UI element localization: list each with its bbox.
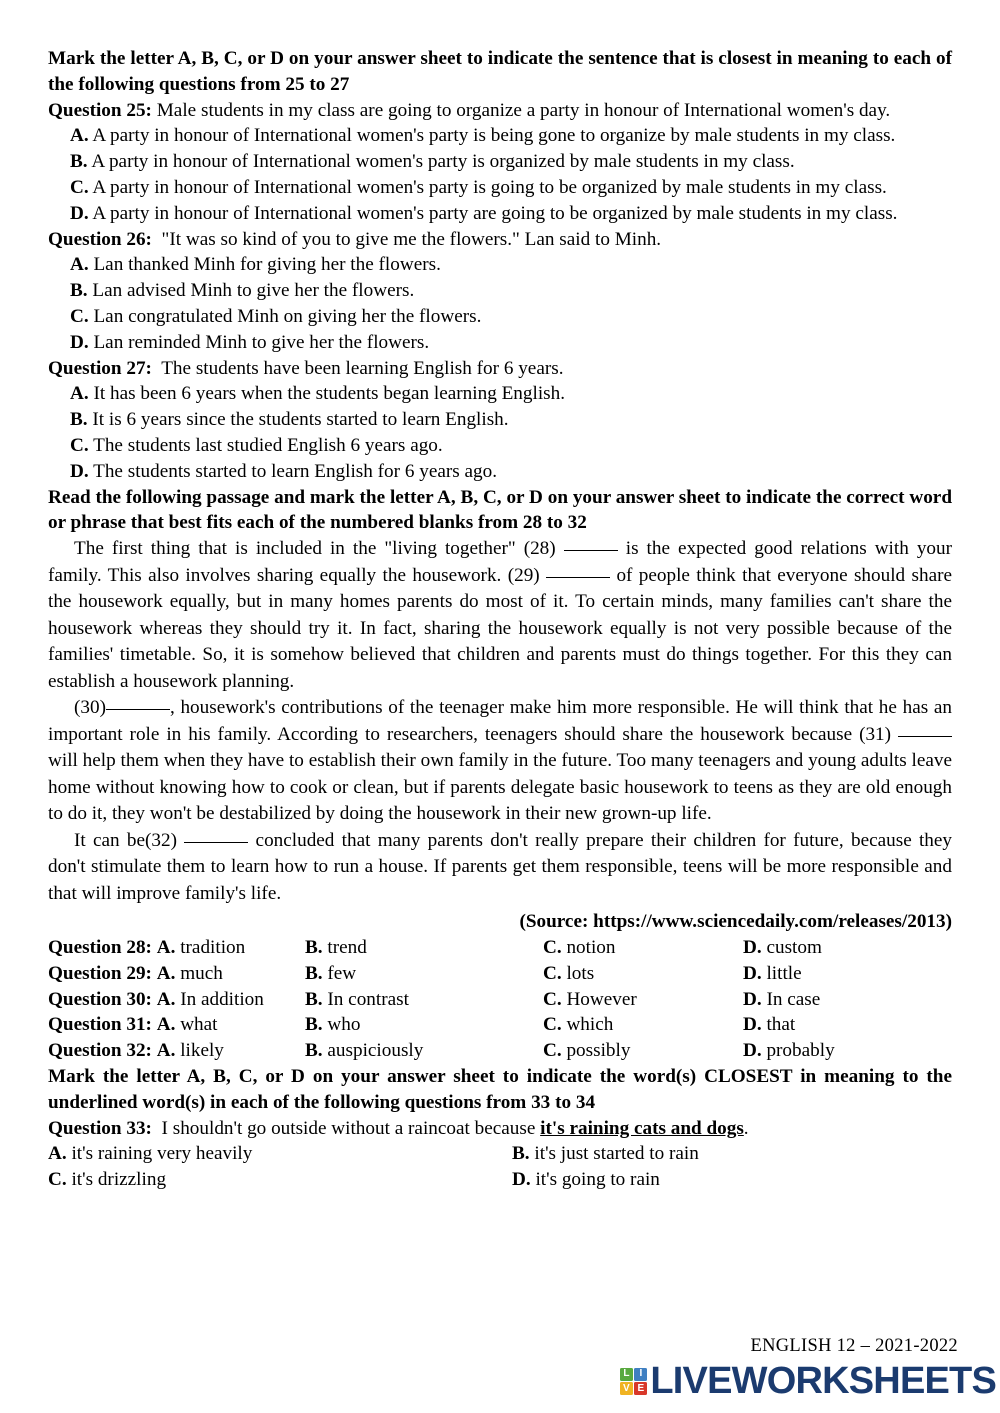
section2-instruction: Read the following passage and mark the letter A, B, C, or D on your answer sheet to indicate the correct word or phrase that best fits each of the numbered blanks from 28 to 32 (48, 486, 952, 534)
option-text[interactable]: In addition (180, 988, 264, 1010)
option-letter: B. (70, 280, 88, 302)
option-letter: B. (305, 936, 323, 958)
option-text: A party in honour of International women's party is organized by male students in my class. (91, 151, 795, 173)
passage-paragraph-1 (48, 536, 952, 695)
question-33-option-a[interactable] (48, 1141, 512, 1167)
option-letter: B. (305, 962, 323, 984)
question-30-label: Question 30: (48, 988, 152, 1010)
question-25-option-a[interactable] (48, 123, 952, 149)
passage-p2-part3: will help them when they have to establish their own family in the future. Too many teenagers and young adults leave home without knowing how to cook or clean, but if parents delegate basic housework to teens as they are old enough to do it, they won't be destabilized by doing the housework in their new grown-up life. (48, 750, 952, 825)
section3-instruction: Mark the letter A, B, C, or D on your answer sheet to indicate the word(s) CLOSEST in meaning to the underlined word(s) in each of the following questions from 33 to 34 (48, 1065, 952, 1113)
passage-p2-part1: (30) (74, 697, 106, 719)
option-text: The students last studied English 6 years ago. (93, 434, 443, 456)
option-text: A party in honour of International women's party are going to be organized by male students in my class. (92, 202, 898, 224)
option-text: it's drizzling (71, 1169, 167, 1191)
option-letter: A. (156, 988, 176, 1010)
option-letter: C. (543, 1014, 562, 1036)
option-text: possibly (566, 1040, 631, 1062)
option-text: Lan congratulated Minh on giving her the flowers. (93, 305, 482, 327)
passage-p1-part2: is the expected good relations with your family. This also involves sharing equally the housework. (29) (48, 538, 953, 586)
q31-option-d[interactable] (743, 1012, 952, 1038)
option-text: trend (327, 936, 367, 958)
question-33-option-b[interactable] (512, 1141, 952, 1167)
option-letter: D. (743, 1014, 762, 1036)
option-text: probably (766, 1040, 835, 1062)
option-letter: B. (70, 409, 88, 431)
question-25-option-b[interactable] (48, 149, 952, 175)
question-26-option-a[interactable] (48, 252, 952, 278)
blank-32[interactable] (184, 842, 248, 843)
question-27-option-a[interactable] (48, 381, 952, 407)
option-text: Lan advised Minh to give her the flowers. (92, 280, 415, 302)
blank-31[interactable] (898, 736, 952, 737)
option-letter: C. (70, 305, 89, 327)
option-letter: C. (48, 1169, 67, 1191)
row-question-29 (48, 961, 305, 987)
option-letter: C. (70, 434, 89, 456)
option-text: it's going to rain (535, 1169, 660, 1191)
question-27-stem (48, 356, 952, 382)
q30-option-c[interactable] (543, 987, 743, 1013)
blank-28[interactable] (564, 550, 618, 551)
passage-paragraph-3 (48, 828, 952, 908)
option-text: it's just started to rain (534, 1143, 699, 1165)
question-26-option-d[interactable] (48, 330, 952, 356)
liveworksheets-logo[interactable] (0, 1357, 1000, 1402)
question-33-underlined-phrase: it's raining cats and dogs (540, 1117, 744, 1139)
question-25-label: Question 25: (48, 99, 152, 121)
q30-option-d[interactable] (743, 987, 952, 1013)
table-row (48, 1038, 952, 1064)
question-25-text: Male students in my class are going to organize a party in honour of International women's day. (156, 99, 891, 121)
question-25-stem (48, 98, 952, 124)
question-33-stem (48, 1116, 952, 1142)
option-text: It is 6 years since the students started to learn English. (92, 409, 509, 431)
question-33-text-after: . (743, 1117, 749, 1139)
question-26-label: Question 26: (48, 228, 152, 250)
q32-option-d[interactable] (743, 1038, 952, 1064)
passage-p3-part1: It can be(32) (74, 829, 177, 851)
passage-p3-part2: concluded that many parents don't really prepare their children for future, because they don't stimulate them to learn how to run a house. If parents get them responsible, teens will be more responsible and that will improve family's life. (48, 829, 953, 904)
option-letter: B. (305, 988, 323, 1010)
option-text: notion (566, 936, 616, 958)
q32-option-c[interactable] (543, 1038, 743, 1064)
question-26-stem (48, 227, 952, 253)
table-row (48, 1012, 952, 1038)
liveworksheets-wordmark: LIVEWORKSHEETS (650, 1360, 996, 1402)
answer-options-table (48, 935, 952, 1064)
option-text: it's raining very heavily (71, 1143, 253, 1165)
option-letter: C. (543, 1040, 562, 1062)
q29-option-c[interactable] (543, 961, 743, 987)
option-letter: C. (543, 988, 562, 1010)
option-text: A party in honour of International women's party is going to be organized by male students in my class. (92, 176, 887, 198)
row-question-31 (48, 1012, 305, 1038)
option-text: In case (766, 988, 821, 1010)
option-letter: B. (70, 151, 88, 173)
option-letter: D. (743, 988, 762, 1010)
question-33-text-before: I shouldn't go outside without a raincoat because (161, 1117, 536, 1139)
page-footer (0, 1336, 1000, 1402)
logo-cell-i: I (634, 1368, 647, 1381)
option-text: lots (566, 962, 595, 984)
question-27-text: The students have been learning English for 6 years. (161, 357, 564, 379)
option-text: custom (766, 936, 822, 958)
footer-course-title: ENGLISH 12 – 2021-2022 (750, 1336, 958, 1356)
option-letter: A. (156, 1040, 176, 1062)
logo-cell-l: L (620, 1368, 633, 1381)
option-text: It has been 6 years when the students began learning English. (93, 383, 566, 405)
question-27-option-b[interactable] (48, 407, 952, 433)
question-26-option-c[interactable] (48, 304, 952, 330)
q32-option-b[interactable] (305, 1038, 543, 1064)
table-row (48, 1167, 952, 1193)
row-question-28 (48, 935, 305, 961)
q29-option-b[interactable] (305, 961, 543, 987)
option-text: little (766, 962, 802, 984)
option-letter: B. (305, 1014, 323, 1036)
option-text: Lan reminded Minh to give her the flowers. (93, 331, 430, 353)
option-letter: A. (156, 962, 176, 984)
option-letter: A. (70, 254, 89, 276)
option-letter: C. (70, 176, 89, 198)
passage-source: (Source: https://www.sciencedaily.com/releases/2013) (519, 911, 952, 933)
table-row (48, 935, 952, 961)
option-text: In contrast (327, 988, 409, 1010)
q31-option-b[interactable] (305, 1012, 543, 1038)
option-letter: D. (743, 962, 762, 984)
option-letter: A. (156, 936, 176, 958)
question-29-label: Question 29: (48, 962, 152, 984)
q31-option-c[interactable] (543, 1012, 743, 1038)
question-25-option-d[interactable] (48, 201, 952, 227)
option-text: which (566, 1014, 614, 1036)
option-text: that (766, 1014, 796, 1036)
section1-instruction: Mark the letter A, B, C, or D on your answer sheet to indicate the sentence that is closest in meaning to each of the following questions from 25 to 27 (48, 48, 952, 95)
option-text[interactable]: much (180, 962, 223, 984)
table-row (48, 987, 952, 1013)
question-33-options-table (48, 1141, 952, 1193)
option-text: The students started to learn English for 6 years ago. (93, 460, 498, 482)
q29-option-d[interactable] (743, 961, 952, 987)
option-text: auspiciously (327, 1040, 424, 1062)
option-letter: D. (743, 1040, 762, 1062)
question-27-option-d[interactable] (48, 459, 952, 485)
option-letter: C. (543, 962, 562, 984)
option-letter: D. (70, 202, 89, 224)
option-letter: B. (512, 1143, 530, 1165)
logo-cell-e: E (634, 1382, 647, 1395)
row-question-32 (48, 1038, 305, 1064)
option-letter: A. (48, 1143, 67, 1165)
blank-29[interactable] (546, 577, 610, 578)
option-letter: A. (156, 1014, 176, 1036)
logo-cell-v: V (620, 1382, 633, 1395)
option-text: who (327, 1014, 361, 1036)
option-letter: D. (743, 936, 762, 958)
question-33-option-c[interactable] (48, 1167, 512, 1193)
question-26-option-b[interactable] (48, 278, 952, 304)
q28-option-b[interactable] (305, 935, 543, 961)
option-letter: C. (543, 936, 562, 958)
question-28-label: Question 28: (48, 936, 152, 958)
row-question-30 (48, 987, 305, 1013)
table-row (48, 1141, 952, 1167)
passage-p2-part2: , housework's contributions of the teenager make him more responsible. He will think that he has an important role in his family. According to researchers, teenagers should share the housework because (31) (48, 697, 952, 745)
question-33-option-d[interactable] (512, 1167, 952, 1193)
option-letter: D. (70, 460, 89, 482)
question-27-option-c[interactable] (48, 433, 952, 459)
option-text: Lan thanked Minh for giving her the flowers. (93, 254, 441, 276)
table-row (48, 961, 952, 987)
live-logo-icon (620, 1368, 648, 1396)
passage-p1-part1: The first thing that is included in the "living together" (28) (74, 538, 556, 560)
option-letter: B. (305, 1040, 323, 1062)
option-letter: D. (70, 331, 89, 353)
question-26-text: "It was so kind of you to give me the flowers." Lan said to Minh. (161, 228, 662, 250)
question-31-label: Question 31: (48, 1014, 152, 1036)
passage-paragraph-2 (48, 695, 952, 828)
q30-option-b[interactable] (305, 987, 543, 1013)
question-32-label: Question 32: (48, 1040, 152, 1062)
question-27-label: Question 27: (48, 357, 152, 379)
option-text: few (327, 962, 357, 984)
option-text: However (566, 988, 637, 1010)
option-letter: D. (512, 1169, 531, 1191)
option-text[interactable]: likely (180, 1040, 224, 1062)
option-letter: A. (70, 383, 89, 405)
q28-option-c[interactable] (543, 935, 743, 961)
worksheet-page (48, 46, 952, 1193)
question-33-label: Question 33: (48, 1117, 152, 1139)
option-text[interactable]: tradition (180, 936, 246, 958)
option-text[interactable]: what (180, 1014, 218, 1036)
option-letter: A. (70, 125, 89, 147)
blank-30[interactable] (106, 709, 170, 710)
passage-p1-part3: of people think that everyone should share the housework equally, but in many homes parents do most of it. To certain minds, many families can't share the housework whereas they should try it. In fact, sharing the housework equally is not very possible because of the families' timetable. So, it is somehow believed that children and parents must do things together. For this they can establish a housework planning. (48, 564, 952, 692)
question-25-option-c[interactable] (48, 175, 952, 201)
option-text: A party in honour of International women's party is being gone to organize by male students in my class. (92, 125, 896, 147)
q28-option-d[interactable] (743, 935, 952, 961)
